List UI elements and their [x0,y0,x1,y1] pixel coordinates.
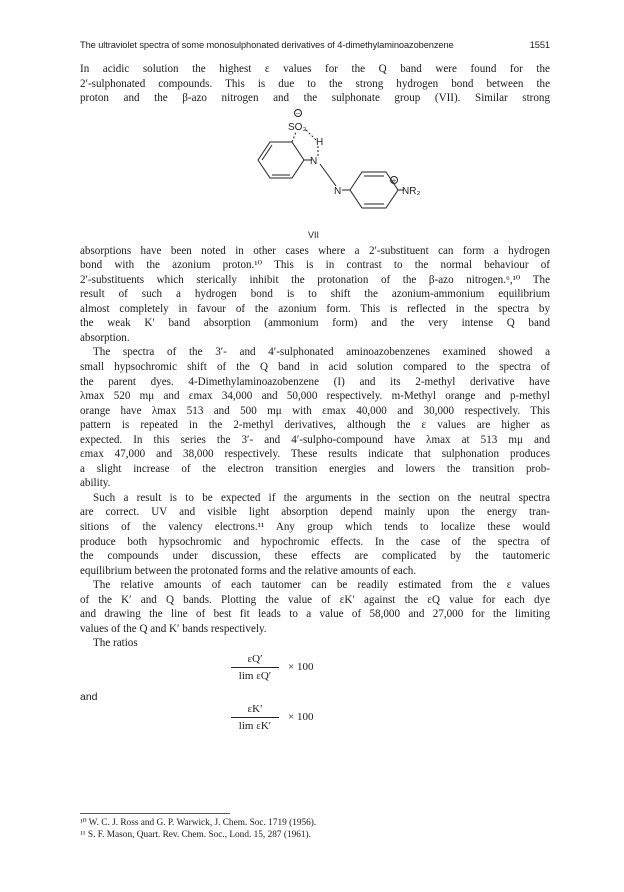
n-alpha-label: N [310,155,318,167]
running-header [80,40,550,50]
text-line: λmax 520 mμ and εmax 34,000 and 50,000 respectively. m-Methyl orange and p-methyl [80,390,550,403]
structure-label: VII [308,229,320,240]
text-line: bond with the azonium proton.¹⁰ This is in contrast to the normal behaviour of [80,259,550,272]
text-line: The relative amounts of each tautomer can be readily estimated from the ε values [93,579,550,592]
and-word: and [80,690,98,703]
chemical-structure-vii [80,106,550,244]
n-beta-label: N [334,185,342,197]
text-line: of the K′ and Q bands. Plotting the value of εK′ against the εQ value for each dye [80,593,550,606]
text-line: absorption. [80,331,130,344]
text-line: small hypsochromic shift of the Q band in acid solution compared to the spectra of [80,361,550,374]
footnote-11: ¹¹ S. F. Mason, Quart. Rev. Chem. Soc., Lond. 15, 287 (1961). [80,830,311,840]
paragraph-3 [80,345,550,490]
footnote-10: ¹⁰ W. C. J. Ross and G. P. Warwick, J. Chem. Soc. 1719 (1956). [80,818,317,828]
structure-diagram [246,108,421,242]
nr2-label: NR₂ [402,185,421,197]
page [80,40,550,743]
text-line: expected. In this series the 3′- and 4′-sulpho-compound have λmax at 513 mμ and [80,433,550,446]
text-line: εmax 47,000 and 38,000 respectively. These results indicate that sulphonation produces [80,448,550,461]
svg-text:+: + [391,177,397,185]
text-line: 2′-substituents which sterically inhibit the protonation of the β-azo nitrogen.⁶,¹⁰ The [80,273,550,286]
eq-k-times: × 100 [288,711,314,724]
text-line: the parent dyes. 4-Dimethylaminoazobenzene (I) and its 2-methyl derivative have [80,375,550,388]
eq-q-times: × 100 [288,661,314,674]
text-line: and drawing the line of best fit leads to a value of 58,000 and 27,000 for the limiting [80,608,550,621]
running-title: The ultraviolet spectra of some monosulphonated derivatives of 4-dimethylaminoazobenzene [80,40,454,50]
text-line: produce both hypsochromic and hypochromic effects. In the case of the spectra of [80,535,550,548]
equation-k [80,703,550,743]
eq-q-numerator: εQ′ [247,652,263,665]
footnotes [80,813,550,841]
text-line: Such a result is to be expected if the arguments in the section on the neutral spectra [93,491,550,504]
paragraph-5 [80,578,550,636]
text-line: sitions of the valency electrons.¹¹ Any group which tends to localize these would [80,521,550,534]
text-line: equilibrium between the protonated forms and the relative amounts of each. [80,564,417,577]
eq-k-numerator: εK′ [247,702,263,715]
text-line: result of such a hydrogen bond is to shift the azonium-ammonium equilibrium [80,288,550,301]
text-line: In acidic solution the highest ε values for the Q band were found for the [80,63,550,75]
text-line: are correct. UV and visible light absorption depend mainly upon the energy tran- [80,506,550,519]
text-line: almost completely in favour of the azonium form. This is reflected in the spectra by [80,302,550,315]
equation-q [80,651,550,691]
text-line: the compounds under discussion, these effects are complicated by the tautomeric [80,550,550,563]
page-number: 1551 [529,40,550,50]
text-line: absorptions have been noted in other cases where a 2′-substituent can form a hydrogen [80,244,550,257]
eq-k-denominator: lim εK′ [238,719,272,732]
text-line: values of the Q and K′ bands respectively. [80,622,267,635]
text-line: the weak K′ band absorption (ammonium form) and the very intense Q band [80,317,550,330]
text-line: The spectra of the 3′- and 4′-sulphonated aminoazobenzenes examined showed a [93,346,550,359]
text-line: orange have λmax 513 and 500 mμ with εmax 40,000 and 30,000 respectively. This [80,404,550,417]
ratios-intro: The ratios [93,637,138,650]
footnote-rule [80,813,230,814]
text-line: pattern is repeated in the 2-methyl derivatives, although the ε values are higher as [80,419,550,432]
text-line: 2′-sulphonated compounds. This is due to the strong hydrogen bond between the [80,77,550,90]
h-label: H [316,136,324,148]
paragraph-4 [80,491,550,578]
eq-q-denominator: lim εQ′ [238,669,272,682]
text-line: ability. [80,477,111,490]
text-line: a slight increase of the electron transition energies and lowers the transition prob- [80,462,550,475]
svg-text:−: − [295,109,301,117]
paragraph-2 [80,244,550,346]
so3-label: SO₃ [288,121,307,133]
paragraph-1 [80,62,550,106]
text-line: proton and the β-azo nitrogen and the sulphonate group (VII). Similar strong [80,92,550,105]
